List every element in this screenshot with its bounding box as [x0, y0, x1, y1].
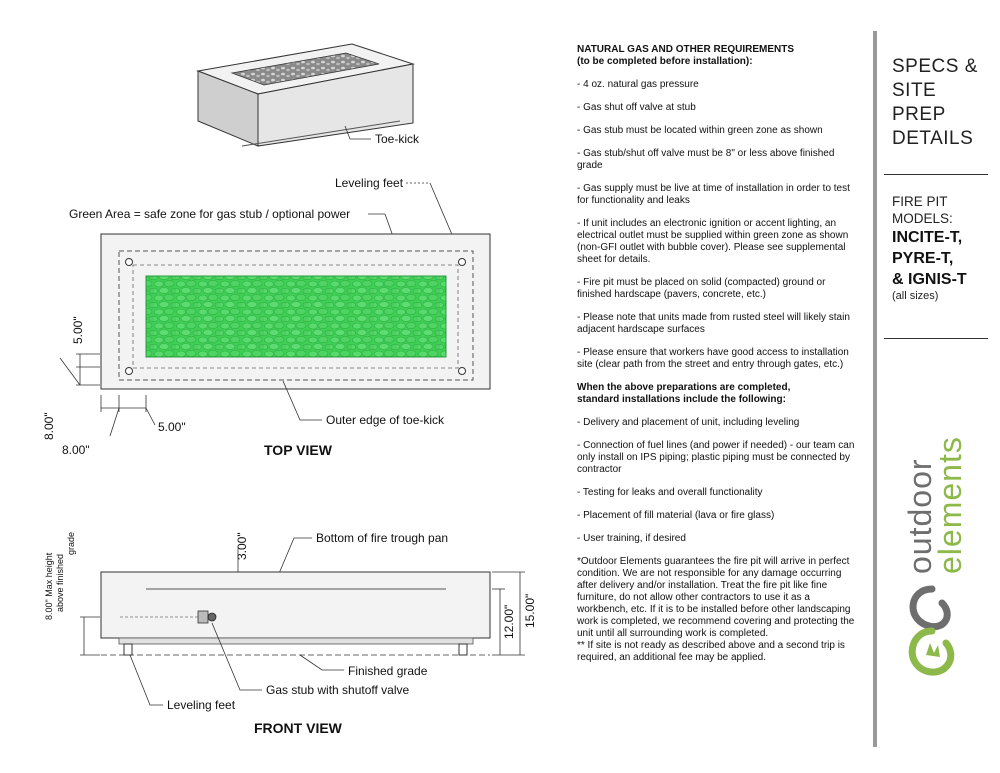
requirements-panel	[577, 44, 859, 664]
sidebar-rule-bottom	[884, 338, 988, 339]
sheet-title	[892, 55, 978, 151]
guarantee-note: *Outdoor Elements guarantees the fire pit will arrive in perfect condition. We are not responsible for any damage occurring after delivery and/or installation. Treat the fire pit like fine furniture, do not allow other contractors to use it as a workbench, etc. If it is to be installed before other landscaping work is completed, we recommend covering and protecting the unit until all surrounding work is completed.	[577, 556, 855, 639]
sidebar-rule-top	[884, 174, 988, 175]
standard-item: - Connection of fuel lines (and power if needed) - our team can only install on IPS piping; plastic piping must be connected by contractor	[577, 440, 855, 475]
dim-5-vertical: 5.00"	[71, 316, 85, 344]
front-view-body	[101, 572, 490, 638]
outer-edge-label: Outer edge of toe-kick	[326, 413, 445, 427]
max-height-line2: above finished	[55, 553, 65, 612]
brand-logo-icon	[896, 583, 968, 695]
front-view-title: FRONT VIEW	[254, 720, 342, 736]
leveling-feet-front-label: Leveling feet	[167, 698, 236, 712]
standard-item: - Testing for leaks and overall functionality	[577, 487, 763, 498]
requirement-item: - Gas stub/shut off valve must be 8" or less above finished grade	[577, 148, 835, 171]
sheet-title-line: SITE	[892, 80, 937, 101]
standard-installations-heading	[577, 382, 859, 406]
requirement-item: - If unit includes an electronic ignition or accent lighting, an electrical outlet must be supplied within green zone as shown (non-GFI outlet with bubble cover). Please see supplemental sheet for details.	[577, 218, 849, 265]
leveling-foot-front-left	[124, 644, 132, 655]
requirements-heading	[577, 44, 859, 68]
models-label-line: MODELS:	[892, 211, 953, 226]
leveling-foot-tr	[459, 259, 466, 266]
finished-grade-label: Finished grade	[348, 664, 428, 678]
requirements-heading-line1: NATURAL GAS AND OTHER REQUIREMENTS	[577, 44, 795, 55]
requirement-item: - 4 oz. natural gas pressure	[577, 79, 699, 90]
standard-item: - User training, if desired	[577, 533, 686, 544]
leveling-foot-front-right	[459, 644, 467, 655]
dim-12: 12.00"	[502, 604, 516, 639]
green-zone	[146, 276, 446, 357]
standard-item: - Placement of fill material (lava or fire glass)	[577, 510, 775, 521]
gas-stub-label: Gas stub with shutoff valve	[266, 683, 410, 697]
top-view-title: TOP VIEW	[264, 442, 332, 458]
max-height-note	[44, 532, 76, 620]
requirement-item: - Gas stub must be located within green zone as shown	[577, 125, 823, 136]
iso-view	[198, 44, 420, 146]
max-height-line3: grade	[66, 531, 76, 555]
models-note: (all sizes)	[892, 290, 939, 302]
guarantee-notes	[577, 556, 859, 664]
dim-5-horizontal: 5.00"	[158, 420, 186, 434]
sheet-title-line: PREP	[892, 104, 946, 125]
front-view	[44, 531, 537, 736]
model-name: INCITE-T,	[892, 229, 963, 246]
standard-installations-list	[577, 417, 859, 545]
brand-wordmark	[902, 436, 968, 574]
requirement-item: - Fire pit must be placed on solid (compacted) ground or finished hardscape (pavers, concrete, etc.)	[577, 277, 826, 300]
leveling-feet-top-label: Leveling feet	[335, 176, 404, 190]
requirements-heading-line2: (to be completed before installation):	[577, 56, 753, 67]
dim-8-vertical: 8.00"	[42, 412, 56, 440]
toe-kick-label: Toe-kick	[375, 132, 420, 146]
models-list	[892, 227, 967, 290]
sheet-title-line: DETAILS	[892, 128, 974, 149]
requirement-item: - Gas shut off valve at stub	[577, 102, 696, 113]
model-name: & IGNIS-T	[892, 271, 967, 288]
requirement-item: - Please note that units made from rusted steel will likely stain adjacent hardscape surfaces	[577, 312, 850, 335]
finished-grade-leader	[300, 655, 344, 670]
leveling-foot-br	[459, 368, 466, 375]
dim-3: 3.00"	[235, 532, 249, 560]
top-view	[42, 176, 490, 458]
bottom-pan-label: Bottom of fire trough pan	[316, 531, 449, 545]
brand-word-outdoor: outdoor	[902, 458, 938, 574]
models-label	[892, 193, 953, 227]
requirement-item: - Gas supply must be live at time of installation in order to test for functionality and leaks	[577, 183, 850, 206]
leveling-feet-front-leader	[130, 655, 163, 705]
green-area-label: Green Area = safe zone for gas stub / optional power	[69, 207, 351, 221]
standard-heading-line1: When the above preparations are completed,	[577, 382, 791, 393]
standard-item: - Delivery and placement of unit, including leveling	[577, 417, 800, 428]
model-name: PYRE-T,	[892, 250, 954, 267]
requirement-item: - Please ensure that workers have good access to installation site (clear path from the street and entry through gates, etc.)	[577, 347, 849, 370]
sheet-title-line: SPECS &	[892, 56, 978, 77]
dim-8-horizontal: 8.00"	[62, 443, 90, 457]
vertical-divider	[873, 31, 877, 747]
leveling-foot-bl	[126, 368, 133, 375]
max-height-line1: 8.00" Max height	[44, 552, 54, 620]
models-label-line: FIRE PIT	[892, 194, 948, 209]
dim-15: 15.00"	[523, 593, 537, 628]
second-trip-note: ** If site is not ready as described above and a second trip is required, an additional fee may be applied.	[577, 640, 845, 663]
brand-word-elements: elements	[932, 436, 968, 574]
leveling-foot-tl	[126, 259, 133, 266]
standard-heading-line2: standard installations include the following:	[577, 394, 786, 405]
requirements-list	[577, 79, 859, 371]
toe-kick-front	[119, 638, 473, 644]
